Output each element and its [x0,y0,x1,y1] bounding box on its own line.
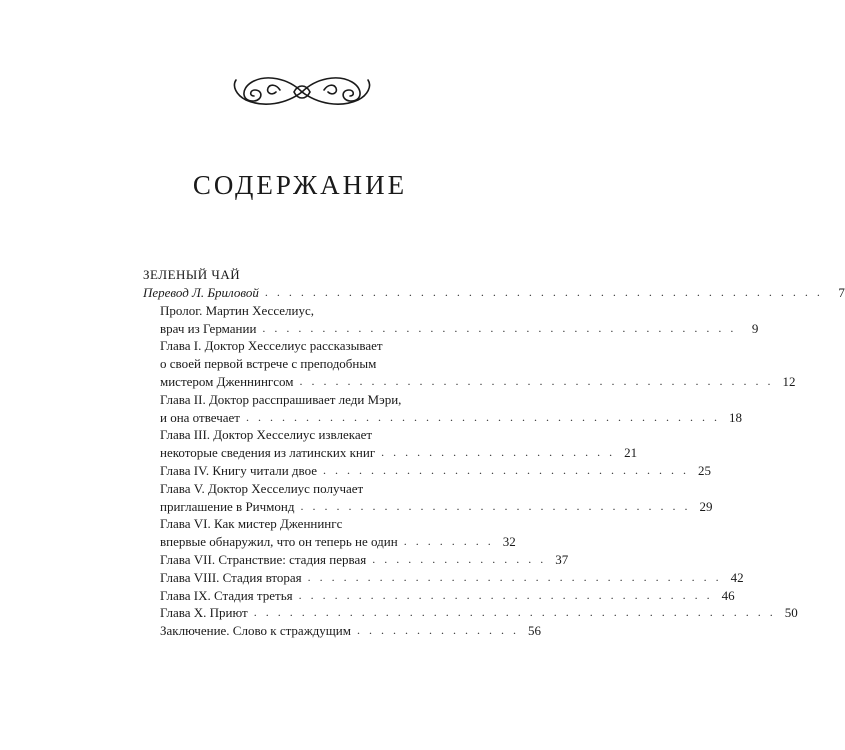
entry-text: Глава IV. Книгу читали двое [160,462,317,478]
toc-entry-line[interactable] [143,409,742,427]
dot-leader: . . . . . . . . . . . . . . . . . . . . . . . . . . . . . . . . . . . [307,569,722,584]
toc-entry-line[interactable] [143,355,461,373]
dot-leader: . . . . . . . . . . . . . . [357,623,519,638]
page-number: 32 [502,534,516,550]
toc-entry-line[interactable] [143,569,744,587]
toc-entry-line[interactable] [143,515,461,533]
entry-text: Глава V. Доктор Хесселиус получает [160,480,364,496]
toc-entry-line[interactable] [143,622,541,640]
toc-entry-line[interactable] [143,587,735,605]
entry-text: Глава VI. Как мистер Дженнингс [160,516,343,532]
entry-text: мистером Дженнингсом [160,373,294,389]
dot-leader: . . . . . . . . . . . . . . . [372,551,547,566]
entry-text: Пролог. Мартин Хесселиус, [160,302,314,318]
page-number: 37 [555,551,569,567]
entry-text: Глава VII. Странствие: стадия первая [160,551,367,567]
page-number: 25 [698,462,711,478]
entry-text: врач из Германии [160,320,257,336]
entry-text: приглашение в Ричмонд [160,498,295,514]
dot-leader: . . . . . . . . . . . . . . . . . . . . [381,445,616,460]
page-number: 46 [721,587,735,603]
toc-entry-line[interactable] [143,551,569,569]
dot-leader: . . . . . . . . . . . . . . . . . . . . . . . . . . . . . . . . . . . . . . . . [262,320,737,335]
page-number: 12 [782,373,796,389]
toc-entry-line[interactable] [143,426,461,444]
entry-text: Глава X. Приют [160,605,248,621]
dot-leader: . . . . . . . . . . . . . . . . . . . . . . . . . . . . . . . . . . . . . . . . [299,373,774,388]
entry-text: Глава VIII. Стадия вторая [160,569,302,585]
dot-leader: . . . . . . . . . . . . . . . . . . . . . . . . . . . . . . . . . . . . . . . . . . . . [253,605,776,620]
page-number: 29 [699,498,713,514]
dot-leader: . . . . . . . . [403,534,494,549]
entry-text: Глава III. Доктор Хесселиус извлекает [160,427,373,443]
toc-entry-line[interactable] [143,337,461,355]
translator-credit: Перевод Л. Бриловой [143,285,259,300]
section-title: ЗЕЛЕНЫЙ ЧАЙ [143,267,241,282]
toc-row-translator[interactable] [143,284,845,302]
dot-leader: . . . . . . . . . . . . . . . . . . . . . . . . . . . . . . . . . . . . . . . . . . . . . . . [264,285,823,299]
entry-text: некоторые сведения из латинских книг [160,445,376,461]
page-title: СОДЕРЖАНИЕ [192,170,408,200]
page-number: 56 [528,623,541,639]
decorative-flourish-icon [228,70,376,112]
dot-leader: . . . . . . . . . . . . . . . . . . . . . . . . . . . . . . . [323,462,689,477]
dot-leader: . . . . . . . . . . . . . . . . . . . . . . . . . . . . . . . . . [300,498,691,513]
page-number: 9 [751,320,759,336]
toc-entry-line[interactable] [143,604,798,622]
table-of-contents [143,266,845,640]
toc-entry-line[interactable] [143,302,461,320]
entry-text: Заключение. Слово к страждущим [160,623,351,639]
toc-entry-line[interactable] [143,444,638,462]
toc-entry-line[interactable] [143,480,461,498]
toc-entry-line[interactable] [143,533,516,551]
toc-entry-line[interactable] [143,498,713,516]
toc-entry-line[interactable] [143,462,711,480]
entry-text: и она отвечает [160,409,240,425]
entry-text: Глава II. Доктор расспрашивает леди Мэри, [160,391,402,407]
page-number: 42 [730,569,744,585]
toc-entry-line[interactable] [143,320,759,338]
toc-entry-line[interactable] [143,391,461,409]
page-number: 50 [784,605,798,621]
entry-text: Глава IX. Стадия третья [160,587,293,603]
entry-text: впервые обнаружил, что он теперь не один [160,534,398,550]
dot-leader: . . . . . . . . . . . . . . . . . . . . . . . . . . . . . . . . . . . [298,587,713,602]
entry-text: о своей первой встрече с преподобным [160,356,377,372]
dot-leader: . . . . . . . . . . . . . . . . . . . . . . . . . . . . . . . . . . . . . . . . [245,409,720,424]
page-number: 7 [838,285,845,300]
page-number: 21 [624,445,638,461]
entry-text: Глава I. Доктор Хесселиус рассказывает [160,338,383,354]
page-number: 18 [728,409,742,425]
toc-entry-line[interactable] [143,373,796,391]
